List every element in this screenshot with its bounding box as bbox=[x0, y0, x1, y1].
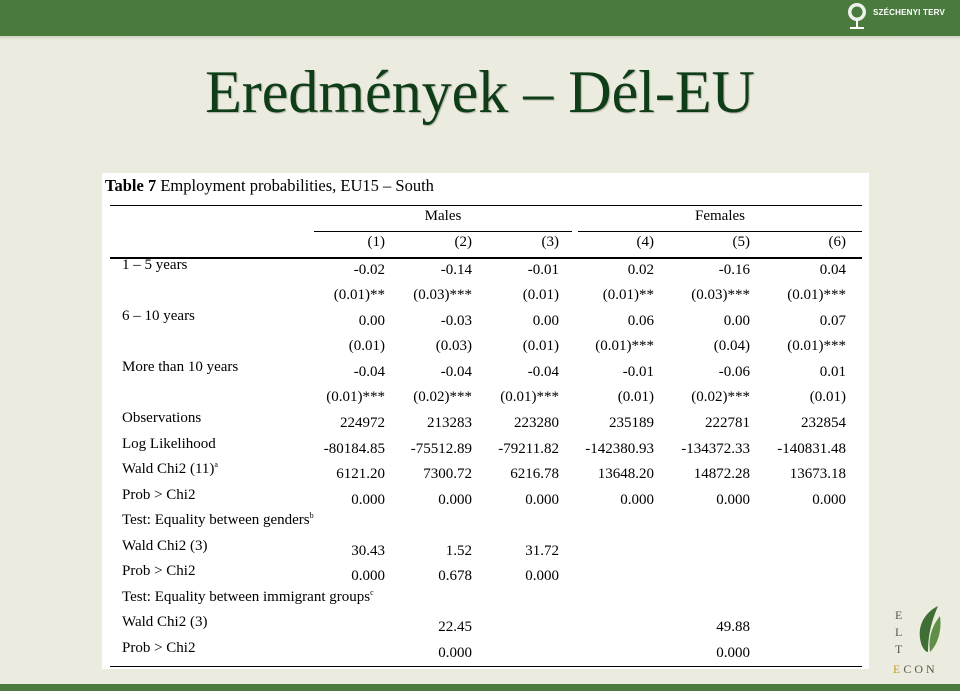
table-cell: (0.01) bbox=[522, 338, 559, 354]
row-label bbox=[122, 308, 195, 325]
column-header-4: (4) bbox=[636, 234, 654, 250]
table-cell: 0.00 bbox=[532, 313, 559, 329]
table-cell: -140831.48 bbox=[777, 441, 846, 457]
row-label bbox=[122, 359, 238, 376]
footnote-marker: b bbox=[309, 511, 314, 520]
table-cell: 13673.18 bbox=[789, 466, 846, 482]
table-cell: (0.03)*** bbox=[691, 287, 750, 303]
table-cell: 0.04 bbox=[819, 262, 846, 278]
row-label-text: Wald Chi2 (3) bbox=[122, 614, 208, 630]
table-cell: (0.01)*** bbox=[500, 389, 559, 405]
table-cell: (0.03)*** bbox=[413, 287, 472, 303]
row-label-text: Prob > Chi2 bbox=[122, 563, 196, 579]
table-cell: 0.678 bbox=[438, 568, 472, 584]
elte-econ-text bbox=[893, 662, 938, 677]
table-cell: 49.88 bbox=[716, 619, 750, 635]
table-cell: 223280 bbox=[514, 415, 559, 431]
table-cell: 0.000 bbox=[812, 492, 846, 508]
table-cell: -0.16 bbox=[718, 262, 750, 278]
row-label bbox=[122, 614, 207, 631]
table-cell: -134372.33 bbox=[681, 441, 750, 457]
table-cell: -80184.85 bbox=[323, 441, 385, 457]
table-cell: 30.43 bbox=[351, 543, 385, 559]
table-cell: -0.01 bbox=[622, 364, 654, 380]
row-label bbox=[122, 461, 218, 478]
table-cell: (0.04) bbox=[713, 338, 750, 354]
table-cell: 0.06 bbox=[627, 313, 654, 329]
table-cell: 13648.20 bbox=[597, 466, 654, 482]
row-label-text: 1 – 5 years bbox=[122, 257, 188, 273]
results-table bbox=[102, 173, 869, 669]
table-cell: 213283 bbox=[427, 415, 472, 431]
table-cell: 235189 bbox=[609, 415, 654, 431]
table-cell: 0.00 bbox=[358, 313, 385, 329]
elte-letter-3: T bbox=[895, 642, 903, 656]
table-cell: (0.01)*** bbox=[326, 389, 385, 405]
slide-title: Eredmények – Dél-EU bbox=[205, 59, 755, 125]
table-cell: 0.000 bbox=[716, 645, 750, 661]
row-label bbox=[122, 410, 201, 427]
row-label bbox=[122, 257, 187, 274]
column-header-3: (3) bbox=[541, 234, 559, 250]
row-label-text: Observations bbox=[122, 410, 202, 426]
table-cell: -142380.93 bbox=[585, 441, 654, 457]
econ-rest-letters: CON bbox=[903, 662, 938, 676]
szechenyi-mark-icon bbox=[846, 2, 868, 32]
rule-females-group bbox=[578, 231, 862, 232]
elte-letter-2: L bbox=[895, 625, 903, 639]
table-cell: (0.01)** bbox=[602, 287, 654, 303]
table-cell: (0.01) bbox=[617, 389, 654, 405]
table-cell: 0.000 bbox=[438, 645, 472, 661]
table-cell: -0.01 bbox=[527, 262, 559, 278]
table-cell: -0.04 bbox=[440, 364, 472, 380]
rule-top bbox=[110, 205, 862, 206]
table-cell: 232854 bbox=[801, 415, 846, 431]
row-label-text: Log Likelihood bbox=[122, 436, 216, 452]
table-cell: 6121.20 bbox=[336, 466, 385, 482]
table-cell: -0.02 bbox=[353, 262, 385, 278]
elte-econ-logo bbox=[890, 604, 954, 676]
table-cell: 222781 bbox=[705, 415, 750, 431]
table-cell: 0.02 bbox=[627, 262, 654, 278]
table-caption-number: Table 7 bbox=[105, 176, 157, 195]
table-cell: (0.01)** bbox=[333, 287, 385, 303]
rule-bottom bbox=[110, 666, 862, 667]
row-label-text: Test: Equality between immigrant groups bbox=[122, 589, 371, 605]
table-caption bbox=[105, 176, 434, 196]
group-header-males: Males bbox=[424, 208, 462, 224]
table-cell: 0.000 bbox=[351, 492, 385, 508]
table-cell: -75512.89 bbox=[410, 441, 472, 457]
row-label-text: Prob > Chi2 bbox=[122, 640, 196, 656]
row-label bbox=[122, 512, 314, 529]
row-label bbox=[122, 589, 374, 606]
elte-letter-1: E bbox=[895, 608, 903, 622]
row-label-text: More than 10 years bbox=[122, 359, 239, 375]
table-cell: 0.000 bbox=[525, 492, 559, 508]
column-header-2: (2) bbox=[454, 234, 472, 250]
row-label bbox=[122, 538, 207, 555]
row-label bbox=[122, 436, 216, 453]
table-cell: (0.02)*** bbox=[691, 389, 750, 405]
column-header-1: (1) bbox=[367, 234, 385, 250]
table-cell: (0.02)*** bbox=[413, 389, 472, 405]
row-label-text: Prob > Chi2 bbox=[122, 487, 196, 503]
table-cell: 1.52 bbox=[445, 543, 472, 559]
table-caption-text: Employment probabilities, EU15 – South bbox=[160, 176, 434, 195]
top-bar bbox=[0, 0, 960, 36]
table-cell: 224972 bbox=[340, 415, 385, 431]
top-bar-shadow bbox=[0, 36, 960, 40]
table-cell: (0.01) bbox=[348, 338, 385, 354]
table-cell: (0.01)*** bbox=[787, 338, 846, 354]
table-cell: 31.72 bbox=[525, 543, 559, 559]
table-cell: -79211.82 bbox=[498, 441, 559, 457]
bottom-bar bbox=[0, 684, 960, 691]
column-header-5: (5) bbox=[732, 234, 750, 250]
column-header-6: (6) bbox=[828, 234, 846, 250]
table-cell: (0.03) bbox=[435, 338, 472, 354]
row-label-text: 6 – 10 years bbox=[122, 308, 195, 324]
row-label bbox=[122, 487, 195, 504]
table-cell: 7300.72 bbox=[423, 466, 472, 482]
table-cell: 0.000 bbox=[525, 568, 559, 584]
footnote-marker: c bbox=[370, 588, 374, 597]
table-cell: (0.01)*** bbox=[595, 338, 654, 354]
table-cell: -0.14 bbox=[440, 262, 472, 278]
table-cell: 22.45 bbox=[438, 619, 472, 635]
leaf-icon bbox=[914, 604, 942, 654]
szechenyi-text: SZÉCHENYI TERV bbox=[873, 7, 945, 17]
row-label-text: Wald Chi2 (3) bbox=[122, 538, 208, 554]
table-cell: -0.04 bbox=[527, 364, 559, 380]
table-cell: (0.01) bbox=[809, 389, 846, 405]
group-header-females: Females bbox=[695, 208, 745, 224]
rule-header-bottom bbox=[110, 257, 862, 259]
row-label-text: Test: Equality between genders bbox=[122, 512, 310, 528]
row-label-text: Wald Chi2 (11) bbox=[122, 461, 215, 477]
econ-first-letter: E bbox=[893, 662, 904, 676]
row-label bbox=[122, 563, 195, 580]
row-label bbox=[122, 640, 195, 657]
table-cell: 0.000 bbox=[620, 492, 654, 508]
table-cell: 0.07 bbox=[819, 313, 846, 329]
table-cell: -0.03 bbox=[440, 313, 472, 329]
table-cell: 6216.78 bbox=[510, 466, 559, 482]
table-cell: 0.000 bbox=[716, 492, 750, 508]
table-cell: 0.000 bbox=[351, 568, 385, 584]
szechenyi-logo bbox=[846, 2, 945, 32]
footnote-marker: a bbox=[214, 460, 218, 469]
table-cell: (0.01)*** bbox=[787, 287, 846, 303]
table-cell: 14872.28 bbox=[693, 466, 750, 482]
table-cell: (0.01) bbox=[522, 287, 559, 303]
table-cell: 0.000 bbox=[438, 492, 472, 508]
table-cell: -0.06 bbox=[718, 364, 750, 380]
rule-males-group bbox=[314, 231, 572, 232]
table-cell: -0.04 bbox=[353, 364, 385, 380]
table-cell: 0.01 bbox=[819, 364, 846, 380]
table-cell: 0.00 bbox=[723, 313, 750, 329]
